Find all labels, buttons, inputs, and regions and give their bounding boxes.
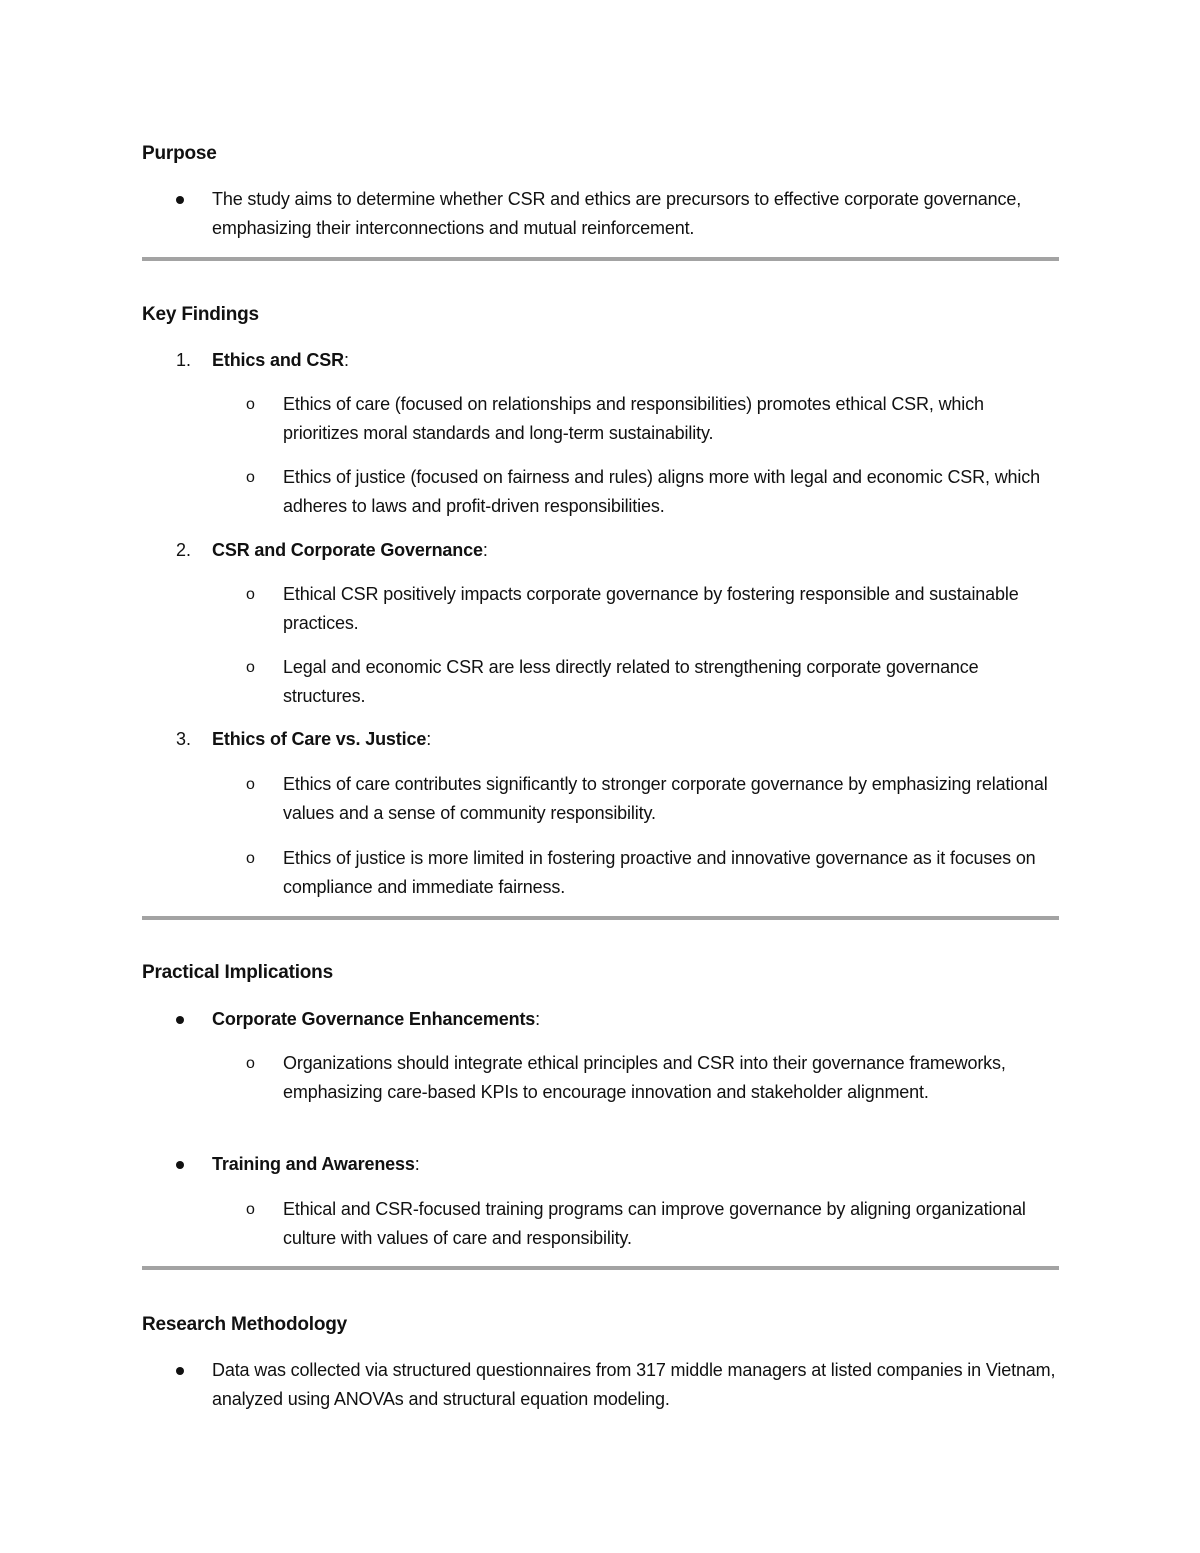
finding-title	[212, 536, 1062, 565]
list-number: 1.	[176, 350, 192, 370]
implication-title-text: Training and Awareness	[212, 1154, 415, 1174]
implication-sub-text: Organizations should integrate ethical principles and CSR into their governance frameworks, emphasizing care-based KPIs to encourage innovation and stakeholder alignment.	[283, 1053, 1006, 1102]
sub-bullet-icon: o	[246, 586, 255, 603]
finding-title-text: CSR and Corporate Governance	[212, 540, 483, 560]
list-number: 3.	[176, 729, 192, 749]
sub-bullet-icon: o	[246, 850, 255, 867]
section-divider	[142, 1266, 1059, 1270]
finding-title	[212, 346, 1062, 375]
finding-sub-text: Ethics of justice (focused on fairness and rules) aligns more with legal and economic CSR, which adheres to laws and profit-driven responsibilities.	[283, 467, 1040, 516]
implication-sub-text: Ethical and CSR-focused training programs can improve governance by aligning organizational culture with values of care and responsibility.	[283, 1199, 1026, 1248]
finding-sub-text: Legal and economic CSR are less directly related to strengthening corporate governance structures.	[283, 657, 979, 706]
methodology-bullet-text: Data was collected via structured questionnaires from 317 middle managers at listed companies in Vietnam, analyzed using ANOVAs and structural equation modeling.	[212, 1360, 1056, 1409]
implication-title-colon: :	[535, 1009, 541, 1029]
bullet-icon	[176, 1016, 184, 1024]
implication-title	[212, 1150, 1062, 1179]
research-methodology-heading: Research Methodology	[142, 1314, 348, 1335]
sub-bullet-icon: o	[246, 1201, 255, 1218]
implication-title	[212, 1005, 1062, 1034]
purpose-bullet-text: The study aims to determine whether CSR and ethics are precursors to effective corporate governance, emphasizing their interconnections and mutual reinforcement.	[212, 189, 1022, 238]
section-divider	[142, 257, 1059, 261]
practical-implications-heading: Practical Implications	[142, 962, 333, 983]
section-divider	[142, 916, 1059, 920]
finding-title-text: Ethics of Care vs. Justice	[212, 729, 427, 749]
finding-title-text: Ethics and CSR	[212, 350, 344, 370]
finding-sub-text: Ethics of care (focused on relationships and responsibilities) promotes ethical CSR, which prioritizes moral standards and long-term sustainability.	[283, 394, 984, 443]
implication-title-colon: :	[414, 1154, 420, 1174]
finding-sub-text: Ethics of care contributes significantly to stronger corporate governance by emphasizing relational values and a sense of community responsibility.	[283, 774, 1048, 823]
finding-sub-text: Ethics of justice is more limited in fostering proactive and innovative governance as it focuses on compliance and immediate fairness.	[283, 848, 1036, 897]
finding-title-colon: :	[482, 540, 488, 560]
implication-title-text: Corporate Governance Enhancements	[212, 1009, 536, 1029]
purpose-heading: Purpose	[142, 143, 217, 164]
sub-bullet-icon: o	[246, 776, 255, 793]
sub-bullet-icon: o	[246, 396, 255, 413]
finding-title	[212, 725, 1062, 754]
sub-bullet-icon: o	[246, 1055, 255, 1072]
bullet-icon	[176, 1367, 184, 1375]
sub-bullet-icon: o	[246, 469, 255, 486]
finding-sub-text: Ethical CSR positively impacts corporate governance by fostering responsible and sustainable practices.	[283, 584, 1019, 633]
sub-bullet-icon: o	[246, 659, 255, 676]
finding-title-colon: :	[343, 350, 349, 370]
bullet-icon	[176, 196, 184, 204]
list-number: 2.	[176, 540, 192, 560]
key-findings-heading: Key Findings	[142, 304, 259, 325]
bullet-icon	[176, 1161, 184, 1169]
finding-title-colon: :	[426, 729, 432, 749]
